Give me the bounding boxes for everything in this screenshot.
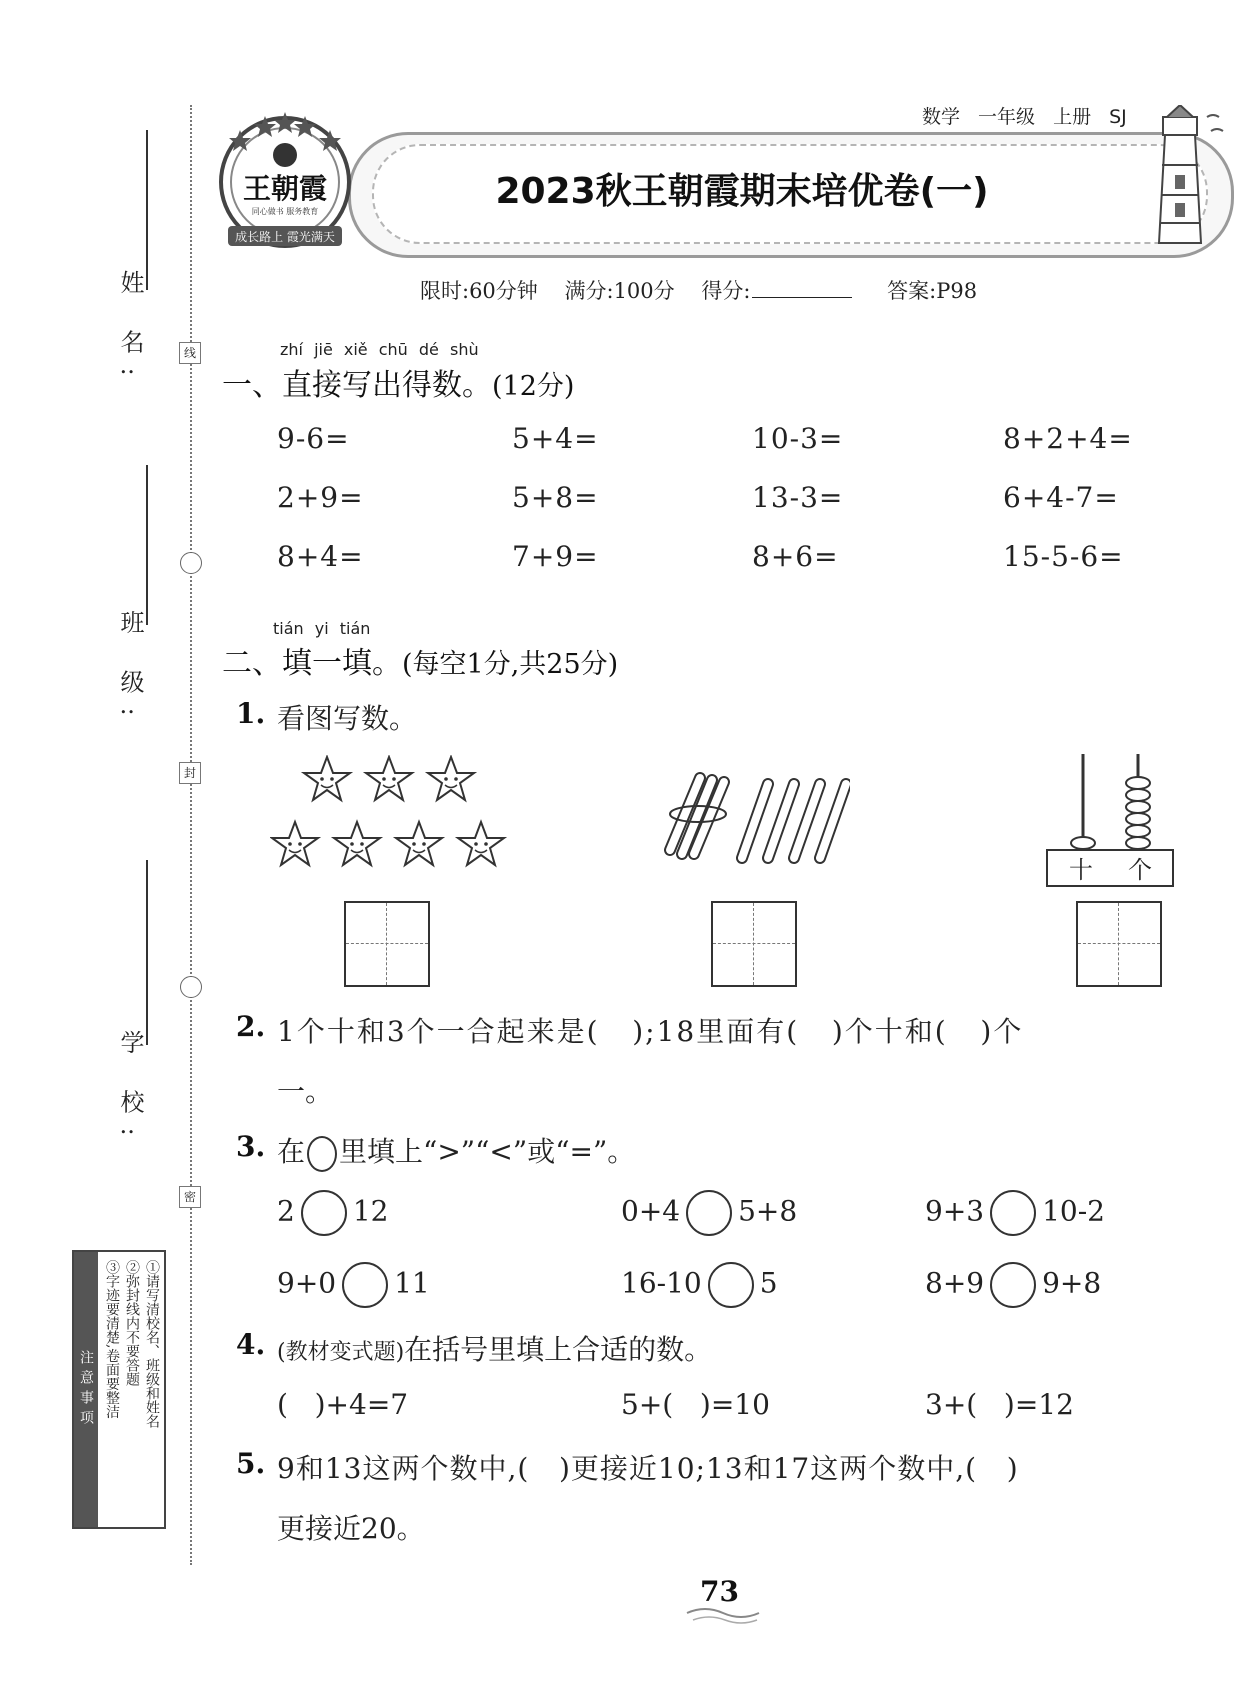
stars-picture	[270, 755, 520, 885]
single-stick-icon	[742, 784, 768, 858]
class-label: 班 级:	[116, 610, 144, 730]
seal-circle-icon	[180, 552, 202, 574]
name-label: 姓 名:	[116, 270, 144, 390]
q2-number: 2.	[236, 1010, 266, 1043]
school-line[interactable]	[146, 860, 148, 1045]
logo-motto: 同心做书 服务教育	[251, 207, 319, 216]
star-icon	[304, 757, 350, 800]
seal-circle-icon	[180, 976, 202, 998]
notice-item: ①请写清校名、班级和姓名	[144, 1260, 160, 1428]
star-icon	[458, 822, 504, 865]
compare-circle[interactable]	[990, 1262, 1036, 1308]
calc-expression[interactable]: 9-6=	[277, 422, 350, 455]
abacus-tens-label: 十	[1069, 856, 1093, 884]
name-line[interactable]	[146, 130, 148, 290]
compare-left: 2	[277, 1194, 295, 1228]
compare-right: 11	[394, 1266, 430, 1300]
compare-right: 5	[759, 1266, 778, 1300]
notice-text	[102, 1260, 162, 1520]
section2-points: (每空1分,共25分)	[402, 649, 619, 680]
score-blank[interactable]	[752, 297, 852, 298]
abacus-picture	[1045, 752, 1175, 887]
q4-tag: (教材变式题)	[277, 1340, 405, 1365]
circle-icon	[307, 1136, 337, 1172]
fill-blank-item[interactable]: ( )+4=7	[277, 1388, 409, 1421]
publisher-logo	[210, 110, 360, 260]
q3-number: 3.	[236, 1130, 266, 1163]
time-limit: 限时:60分钟	[420, 279, 538, 303]
compare-circle[interactable]	[708, 1262, 754, 1308]
calc-expression[interactable]: 5+8=	[512, 481, 599, 514]
compare-right: 9+8	[1042, 1266, 1102, 1300]
star-icon	[272, 822, 318, 865]
q2-line2: 一。	[277, 1075, 334, 1108]
calc-expression[interactable]: 2+9=	[277, 481, 364, 514]
fill-blank-item[interactable]: 3+( )=12	[925, 1388, 1074, 1421]
compare-left: 9+0	[277, 1266, 337, 1300]
fill-blank-item[interactable]: 5+( )=10	[621, 1388, 770, 1421]
subject-info: 数学 一年级 上册 SJ	[922, 106, 1127, 128]
abacus-bead-icon	[1071, 837, 1095, 849]
page-title: 2023秋王朝霞期末培优卷(一)	[495, 171, 989, 212]
abacus-bead-icon	[1126, 837, 1150, 849]
calc-expression[interactable]: 10-3=	[752, 422, 844, 455]
q1-number: 1.	[236, 697, 266, 730]
answer-ref: 答案:P98	[887, 279, 978, 303]
compare-circle[interactable]	[686, 1190, 732, 1236]
compare-item	[925, 1262, 1101, 1308]
calc-expression[interactable]: 7+9=	[512, 540, 599, 573]
single-stick-icon	[768, 784, 794, 858]
compare-left: 9+3	[925, 1194, 985, 1228]
q3-text-after: 里填上“>”“<”或“=”。	[339, 1135, 636, 1168]
single-stick-icon	[794, 784, 820, 858]
section2-pinyin: tián yi tián	[273, 619, 371, 638]
wave-decoration-icon	[685, 1605, 765, 1625]
abacus-bead-icon	[1126, 825, 1150, 837]
score-label: 得分:	[701, 279, 751, 303]
answer-box[interactable]	[344, 901, 430, 987]
q4-instruction: 在括号里填上合适的数。	[404, 1333, 713, 1366]
seal-mark-secret: 密	[179, 1186, 201, 1208]
compare-item	[621, 1190, 797, 1236]
calc-expression[interactable]: 13-3=	[752, 481, 844, 514]
answer-box[interactable]	[711, 901, 797, 987]
compare-item	[925, 1190, 1105, 1236]
seal-mark-seal: 封	[179, 762, 201, 784]
abacus-bead-icon	[1126, 801, 1150, 813]
compare-left: 8+9	[925, 1266, 985, 1300]
abacus-bead-icon	[1126, 813, 1150, 825]
answer-box[interactable]	[1076, 901, 1162, 987]
calc-expression[interactable]: 8+2+4=	[1003, 422, 1133, 455]
single-stick-icon	[820, 784, 846, 858]
calc-expression[interactable]: 6+4-7=	[1003, 481, 1119, 514]
compare-circle[interactable]	[990, 1190, 1036, 1236]
q5-line2: 更接近20。	[277, 1512, 425, 1545]
compare-item	[621, 1262, 778, 1308]
full-score: 满分:100分	[564, 279, 675, 303]
q1-text: 看图写数。	[277, 702, 418, 735]
notice-box	[72, 1250, 166, 1529]
compare-item	[277, 1262, 430, 1308]
seal-mark-line: 线	[179, 342, 201, 364]
notice-item: ②弥封线内不要答题	[124, 1260, 140, 1386]
section2-heading: 二、填一填。	[222, 646, 402, 681]
seal-dotted-line	[190, 105, 192, 1565]
q5-line1[interactable]: 9和13这两个数中,( )更接近10;13和17这两个数中,( )	[277, 1452, 1019, 1485]
lighthouse-icon	[1135, 105, 1225, 245]
q4-number: 4.	[236, 1328, 266, 1361]
star-icon	[428, 757, 474, 800]
star-icon	[366, 757, 412, 800]
compare-left: 16-10	[621, 1266, 702, 1300]
notice-item: ③字迹要清楚,卷面要整洁	[104, 1260, 120, 1419]
school-label: 学 校:	[116, 1030, 144, 1150]
section1-title	[222, 360, 574, 404]
exam-info	[420, 275, 977, 305]
section1-points: (12分)	[492, 371, 575, 402]
compare-circle[interactable]	[342, 1262, 388, 1308]
abacus-bead-icon	[1126, 789, 1150, 801]
class-line[interactable]	[146, 465, 148, 625]
compare-right: 5+8	[738, 1194, 798, 1228]
q2-line1[interactable]: 1个十和3个一合起来是( );18里面有( )个十和( )个	[277, 1015, 1024, 1048]
logo-slogan: 成长路上 霞光满天	[235, 230, 335, 244]
stick-bundle-icon	[670, 778, 726, 854]
star-icon	[334, 822, 380, 865]
compare-right: 10-2	[1042, 1194, 1105, 1228]
calc-expression[interactable]: 5+4=	[512, 422, 599, 455]
sticks-picture	[660, 770, 850, 870]
q5-number: 5.	[236, 1447, 266, 1480]
compare-right: 12	[352, 1194, 389, 1228]
logo-name: 王朝霞	[242, 172, 328, 205]
compare-circle[interactable]	[301, 1190, 347, 1236]
section2-title	[222, 638, 618, 682]
calc-expression[interactable]: 8+4=	[277, 540, 364, 573]
calc-expression[interactable]: 8+6=	[752, 540, 839, 573]
q3-text-before: 在	[277, 1135, 306, 1168]
calc-expression[interactable]: 15-5-6=	[1003, 540, 1124, 573]
section1-pinyin: zhí jiē xiě chū dé shù	[280, 340, 479, 359]
page-number: 73	[700, 1575, 739, 1608]
star-icon	[396, 822, 442, 865]
abacus-bead-icon	[1126, 777, 1150, 789]
compare-item	[277, 1190, 388, 1236]
compare-left: 0+4	[621, 1194, 681, 1228]
q3-text	[277, 1130, 635, 1172]
notice-header: 注意事项	[74, 1252, 98, 1527]
abacus-ones-label: 个	[1128, 856, 1152, 884]
section1-heading: 一、直接写出得数。	[222, 368, 492, 403]
q4-text	[277, 1328, 712, 1368]
